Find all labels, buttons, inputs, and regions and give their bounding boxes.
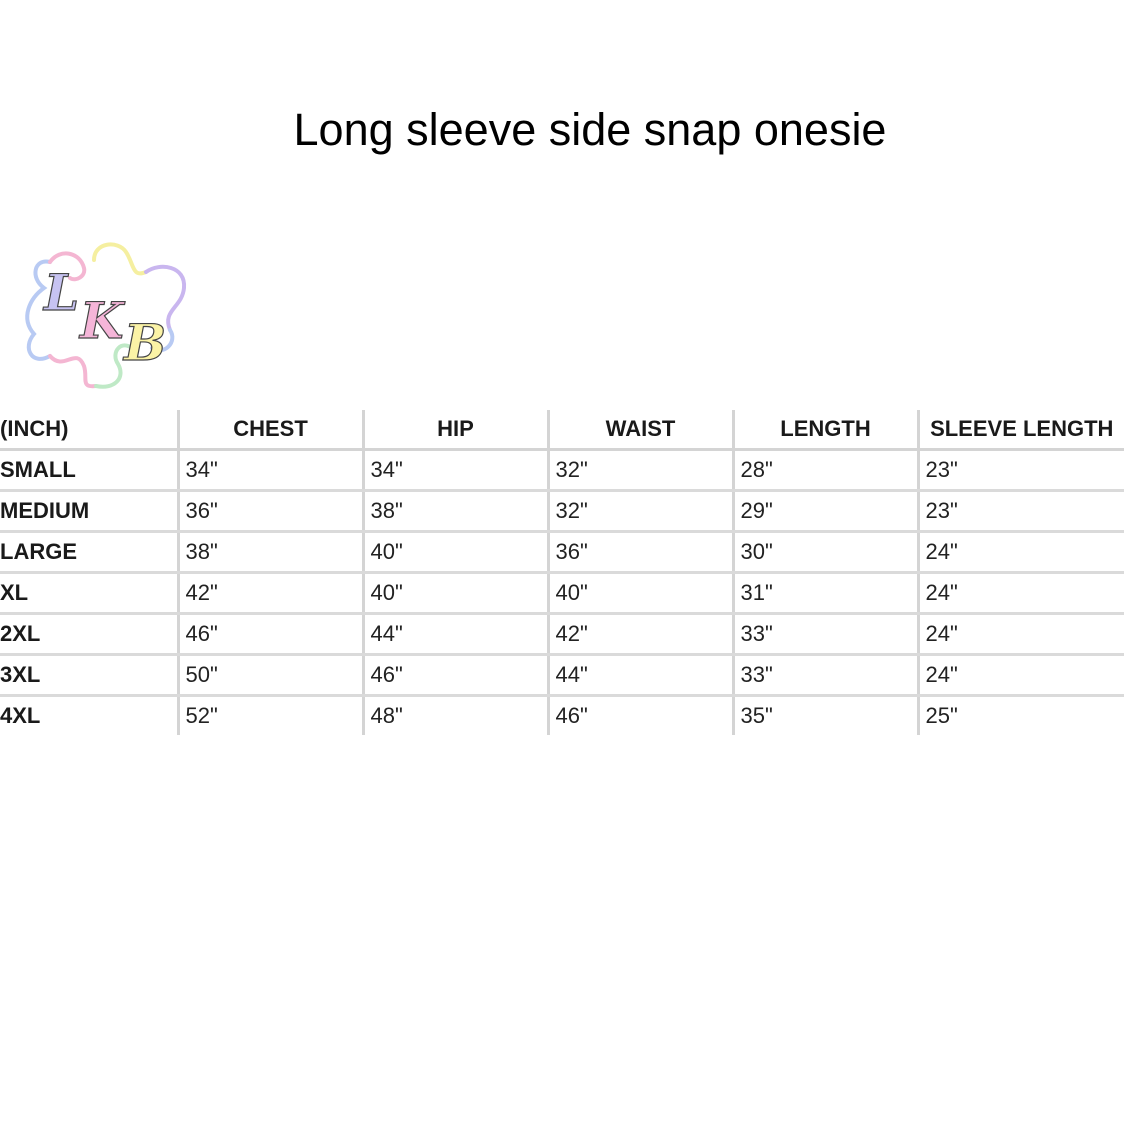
hip-value: 48" bbox=[363, 696, 548, 736]
header-length: LENGTH bbox=[733, 410, 918, 450]
size-label: MEDIUM bbox=[0, 491, 178, 532]
lkb-logo bbox=[14, 238, 194, 396]
hip-value: 34" bbox=[363, 450, 548, 491]
length-value: 29" bbox=[733, 491, 918, 532]
header-waist: WAIST bbox=[548, 410, 733, 450]
waist-value: 42" bbox=[548, 614, 733, 655]
table-row bbox=[0, 614, 1124, 655]
table-row bbox=[0, 696, 1124, 736]
size-label: 3XL bbox=[0, 655, 178, 696]
sleeve-length-value: 24" bbox=[918, 655, 1124, 696]
hip-value: 44" bbox=[363, 614, 548, 655]
chest-value: 46" bbox=[178, 614, 363, 655]
logo-letter-b: B bbox=[124, 313, 167, 372]
logo-letter-k: K bbox=[80, 291, 124, 350]
length-value: 33" bbox=[733, 655, 918, 696]
chest-value: 36" bbox=[178, 491, 363, 532]
table-row bbox=[0, 573, 1124, 614]
page-title: Long sleeve side snap onesie bbox=[293, 104, 887, 155]
table-row bbox=[0, 491, 1124, 532]
size-chart-table bbox=[0, 410, 1124, 735]
header-unit: (INCH) bbox=[0, 410, 178, 450]
logo-outline-yellow bbox=[94, 244, 146, 273]
length-value: 30" bbox=[733, 532, 918, 573]
waist-value: 46" bbox=[548, 696, 733, 736]
chest-value: 50" bbox=[178, 655, 363, 696]
table-row bbox=[0, 532, 1124, 573]
sleeve-length-value: 24" bbox=[918, 573, 1124, 614]
size-label: LARGE bbox=[0, 532, 178, 573]
size-label: SMALL bbox=[0, 450, 178, 491]
chest-value: 34" bbox=[178, 450, 363, 491]
size-label: 4XL bbox=[0, 703, 41, 728]
header-chest: CHEST bbox=[178, 410, 363, 450]
size-label: XL bbox=[0, 573, 178, 614]
waist-value: 32" bbox=[548, 450, 733, 491]
table-row bbox=[0, 450, 1124, 491]
chest-value: 38" bbox=[178, 532, 363, 573]
sleeve-length-value: 24" bbox=[918, 532, 1124, 573]
header-sleeve-length: SLEEVE LENGTH bbox=[918, 410, 1124, 450]
table-row bbox=[0, 655, 1124, 696]
hip-value: 46" bbox=[363, 655, 548, 696]
waist-value: 44" bbox=[548, 655, 733, 696]
hip-value: 40" bbox=[363, 532, 548, 573]
waist-value: 40" bbox=[548, 573, 733, 614]
hip-value: 38" bbox=[363, 491, 548, 532]
waist-value: 36" bbox=[548, 532, 733, 573]
hip-value: 40" bbox=[363, 573, 548, 614]
length-value: 31" bbox=[733, 573, 918, 614]
logo-letter-l: L bbox=[44, 263, 80, 322]
length-value: 28" bbox=[733, 450, 918, 491]
header-hip: HIP bbox=[363, 410, 548, 450]
length-value: 35" bbox=[733, 696, 918, 736]
table-header-row bbox=[0, 410, 1124, 450]
length-value: 33" bbox=[733, 614, 918, 655]
sleeve-length-value: 23" bbox=[918, 491, 1124, 532]
logo-outline-pink-2 bbox=[50, 356, 96, 386]
size-label: 2XL bbox=[0, 614, 178, 655]
sleeve-length-value: 24" bbox=[918, 614, 1124, 655]
sleeve-length-value: 25" bbox=[918, 696, 1124, 736]
sleeve-length-value: 23" bbox=[918, 450, 1124, 491]
waist-value: 32" bbox=[548, 491, 733, 532]
chest-value: 42" bbox=[178, 573, 363, 614]
chest-value: 52" bbox=[178, 696, 363, 736]
